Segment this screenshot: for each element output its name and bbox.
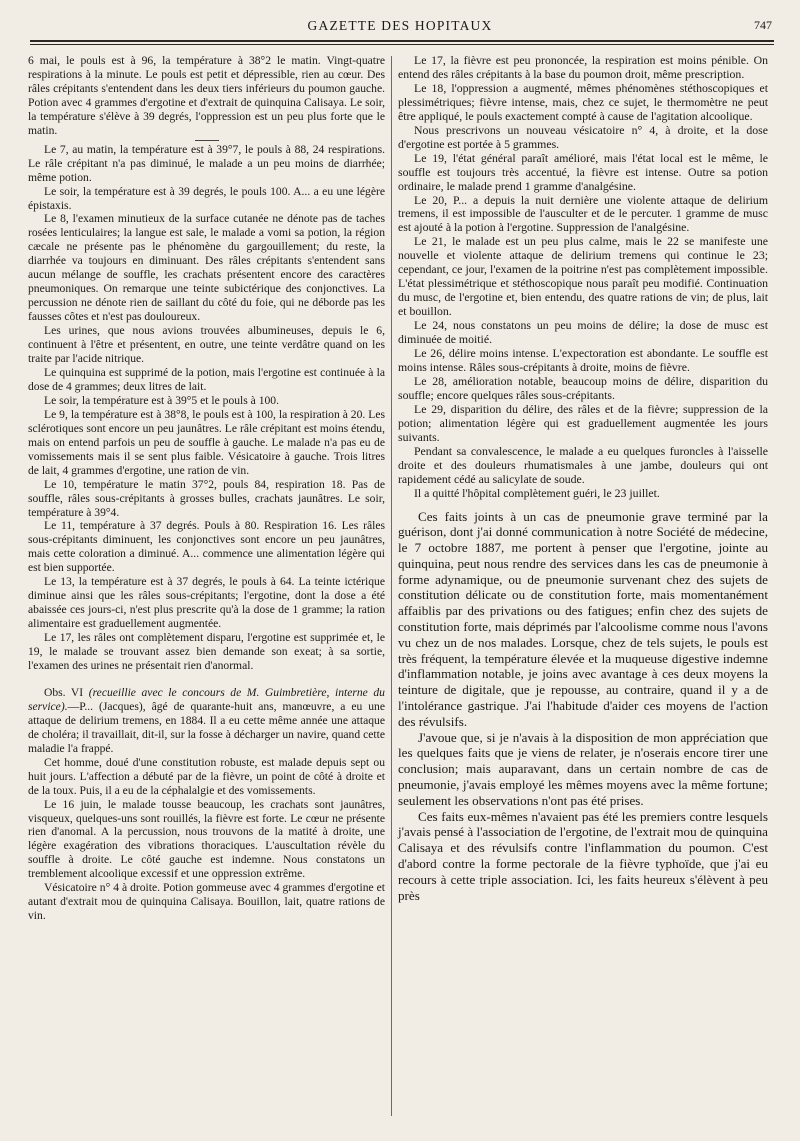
paragraph: Le 28, amélioration notable, beaucoup moins de délire, disparition du souffle; encore quelques râles sous-crépitants. [398, 373, 768, 402]
paragraph: Le 18, l'oppression a augmenté, mêmes phénomènes stéthoscopiques et plessimétriques; fièvre intense, mais, chez ce sujet, le thermomètre ne peut être appliqué, le pouls exactement compté à cause de l'agitation alcoolique. [398, 80, 768, 123]
paragraph: Il a quitté l'hôpital complètement guéri, le 23 juillet. [414, 485, 660, 500]
observation-label: Obs. VI [44, 685, 84, 699]
paragraph: Les urines, que nous avions trouvées albumineuses, depuis le 6, continuent à l'être et présentent, en outre, une teinte verdâtre quand on les traite par l'acide nitrique. [28, 324, 385, 366]
page-number: 747 [754, 18, 772, 32]
paragraph: Le quinquina est supprimé de la potion, mais l'ergotine est continuée à la dose de 4 grammes; deux litres de lait. [28, 365, 385, 393]
paragraph: Le 16 juin, le malade tousse beaucoup, les crachats sont jaunâtres, visqueux, quelques-uns sont rouillés, la fièvre est forte. Le cœur ne présente rien d'anomal. A la percussion, nous trouvons de la matité à droite, une légère exagération des vibrations thoraciques. L'auscultation révèle du souffle à droite. Le côté gauche est indemne. Nous constatons un tremblement alcoolique excessif et une oppression extrême. [28, 797, 385, 881]
paragraph: Le 10, température le matin 37°2, pouls 84, respiration 18. Pas de souffle, râles sous-crépitants à grosses bulles, crachats jaunâtres. Le soir, température à 39°4. [28, 477, 385, 519]
paragraph: Le 20, P... a depuis la nuit dernière une violente attaque de delirium tremens, il est impossible de l'ausculter et de le percuter. 1 gramme de musc est ajouté à la potion à l'ergotine. Suppression de l'analgésine. [398, 192, 768, 235]
observation-text: —P... (Jacques), âgé de quarante-huit ans, manœuvre, a eu une attaque de delirium tremens, en 1884. Il a eu cette même année une attaque de choléra; il travaillait, dit-il, sur la fosse à décharger un navire, quand cette maladie l'a frappé. [28, 699, 385, 755]
commentary-section [398, 509, 768, 904]
paragraph: 6 mai, le pouls est à 96, la température à 38°2 le matin. Vingt-quatre respirations à la minute. Le pouls est petit et dépressible, rien au cœur. Des râles crépitants s'entendent dans les deux tiers inférieurs du poumon gauche. Potion avec 4 grammes d'ergotine et d'extrait de quinquina Calisaya. Le soir, la température s'élève à 39 degrés, l'oppression est un peu plus forte que le matin. [28, 54, 385, 137]
paragraph: Ces faits eux-mêmes n'avaient pas été les premiers contre lesquels j'avais pensé à l'association de l'ergotine, de l'extrait mou de quinquina Calisaya et des révulsifs contre l'inflammation du poumon. C'est d'abord contre la forme pectorale de la fièvre typhoïde, que j'ai eu recours à cette triple association. Ici, les faits heureux s'élèvent à peu près [398, 808, 768, 903]
right-column [398, 54, 768, 903]
paragraph: Le 13, la température est à 37 degrés, le pouls à 64. La teinte ictérique diminue ainsi que les râles sous-crépitants; l'ergotine, dont la dose a été abaissée ces jours-ci, n'est plus prescrite qu'à la dose de 1 gramme; la ration alimentaire est graduellement augmentée. [28, 575, 385, 631]
header-rule [30, 40, 774, 42]
column-divider [391, 56, 392, 1116]
paragraph: Le soir, la température est à 39°5 et le pouls à 100. [44, 393, 280, 407]
paragraph: Cet homme, doué d'une constitution robuste, est malade depuis sept ou huit jours. L'affection a débuté par de la fièvre, un point de côté à droite et de la toux. Puis, il a eu de la céphalalgie et des vomissements. [28, 755, 385, 797]
paragraph: Le 19, l'état général paraît amélioré, mais l'état local est le même, le souffle est toujours très accentué, la fièvre est intense. Outre sa potion ordinaire, le malade prend 1 gramme d'analgésine. [398, 150, 768, 193]
paragraph: Le 8, l'examen minutieux de la surface cutanée ne dénote pas de taches rosées lenticulaires; la langue est sale, le malade a vomi sa potion, la région cæcale ne présente pas le phénomène du gargouillement; du reste, la diarrhée va toujours en diminuant. Des râles crépitants s'entendent sans aucun mélange de souffle, les crachats présentent encore des caractères pneumoniques. On remarque une teinte subictérique des conjonctives. La percussion ne dénote rien de saillant du côté du foie, qui ne déborde pas les fausses côtes et n'est pas douloureux. [28, 212, 385, 324]
page-header [0, 14, 800, 42]
paragraph: Pendant sa convalescence, le malade a eu quelques furoncles à l'aisselle droite et des douleurs rhumatismales à une jambe, douleurs qui ont rapidement cédé au salicylate de soude. [398, 443, 768, 486]
paragraph: J'avoue que, si je n'avais à la disposition de mon appréciation que les quelques faits que je viens de relater, je n'oserais encore tirer une conclusion; mais auparavant, dans un certain nombre de cas de pneumonie, j'avais employé les mêmes moyens avec la même fortune; seulement les observations n'ont pas été prises. [398, 729, 768, 808]
left-column [28, 54, 385, 923]
paragraph: Le 29, disparition du délire, des râles et de la fièvre; suppression de la potion; alimentation légère qui est graduellement augmentée les jours suivants. [398, 401, 768, 444]
paragraph: Le 11, température à 37 degrés. Pouls à 80. Respiration 16. Les râles sous-crépitants diminuent, les conjonctives sont encore un peu jaunâtres, mais cette coloration a diminué. A... commence une alimentation légère qui est bien supportée. [28, 519, 385, 575]
paragraph: Nous prescrivons un nouveau vésicatoire n° 4, à droite, et la dose d'ergotine est portée à 5 grammes. [398, 122, 768, 151]
running-title: GAZETTE DES HOPITAUX [307, 18, 493, 33]
paragraph: Le 17, les râles ont complètement disparu, l'ergotine est supprimée et, le 19, le malade se trouvant assez bien demande son exeat; à sa sortie, l'examen des urines ne présentait rien d'anormal. [28, 631, 385, 672]
paragraph: Le 9, la température est à 38°8, le pouls est à 100, la respiration à 20. Les sclérotiques sont encore un peu jaunâtres. Le râle crépitant est moins étendu, mais on entend parfois un peu de souffle à gauche. Le malade n'a pas eu de vomissements mais il se sent plus faible. Vésicatoire à gauche. Trois litres de lait, 4 grammes d'ergotine, une ration de vin. [28, 407, 385, 477]
spacer [398, 501, 768, 509]
observation-source: (recueillie avec le concours de M. Guimbretière, interne du service). [28, 685, 385, 713]
paragraph: Le soir, la température est à 39 degrés, le pouls 100. A... a eu une légère épistaxis. [28, 184, 385, 212]
paragraph: Le 26, délire moins intense. L'expectoration est abondante. Le souffle est moins intense. Râles sous-crépitants à droite, moins de fièvre. [398, 346, 768, 374]
paragraph: Vésicatoire n° 4 à droite. Potion gommeuse avec 4 grammes d'ergotine et autant d'extrait mou de quinquina Calisaya. Bouillon, lait, quatre rations de vin. [28, 881, 385, 923]
separator [195, 140, 219, 141]
paragraph: Le 17, la fièvre est peu prononcée, la respiration est moins pénible. On entend des râles crépitants à la base du poumon droit, même prescription. [398, 53, 768, 81]
paragraph: Le 21, le malade est un peu plus calme, mais le 22 se manifeste une nouvelle et violente attaque de delirium tremens qui continue le 23; cependant, ce jour, l'examen de la poitrine n'est pas complètement impossible. L'état plessimétrique et stéthoscopique nous paraît peu modifié. Continuation du musc, de l'ergotine et, bien entendu, des quatre rations de vin; de plus, lait et bouillon. [398, 234, 768, 319]
spacer [28, 673, 385, 686]
paragraph: Ces faits joints à un cas de pneumonie grave terminé par la guérison, dont j'ai donné communication à notre Société de médecine, le 7 octobre 1887, me portent à penser que l'ergotine, jointe au quinquina, peut nous rendre des services dans les cas de pneumonie à forme adynamique, ou de pneumonie survenant chez des sujets de constitution délicate ou de constitution forte, mais momentanément affaiblis par des privations ou des fatigues; enfin chez des sujets de constitution forte, mais déprimés par l'alcoolisme comme nous l'avons vu chez un de nos malades. Lorsque, chez de tels sujets, le pouls est très fréquent, la température élevée et la muqueuse digestive indemne d'inflammation notable, je joins avec avantage à ces deux moyens la teinture de digitale, que je repousse, au contraire, quand il y a de l'intolérance gastrique. J'ai l'habitude d'aider ces moyens de l'action des révulsifs. [398, 508, 768, 729]
paragraph: Le 24, nous constatons un peu moins de délire; la dose de musc est diminuée de moitié. [398, 318, 768, 347]
observation-intro [28, 686, 385, 756]
paragraph: Le 7, au matin, la température est à 39°7, le pouls à 88, 24 respirations. Le râle crépitant n'a pas diminué, le malade a un peu moins de diarrhée; même potion. [28, 142, 385, 184]
header-rule-thin [30, 44, 774, 45]
